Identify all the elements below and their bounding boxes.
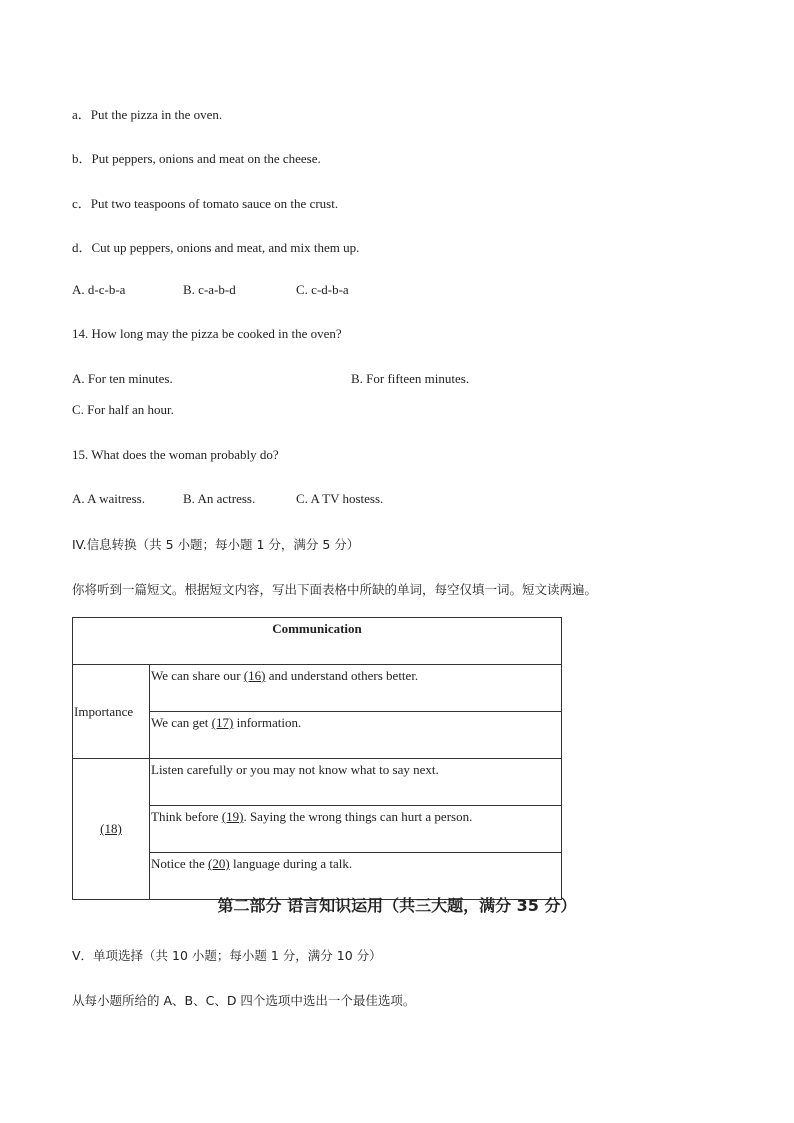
importance-label: Importance	[73, 665, 150, 759]
step-a: a．Put the pizza in the oven.	[72, 107, 223, 122]
q13-option-b: B. c-a-b-d	[183, 282, 236, 297]
q13-option-c: C. c-d-b-a	[296, 282, 349, 297]
q14-option-c: C. For half an hour.	[72, 402, 174, 417]
step-d: d．Cut up peppers, onions and meat, and mix them up.	[72, 240, 360, 255]
step-b: b．Put peppers, onions and meat on the cheese.	[72, 151, 321, 166]
table-row: Notice the (20) language during a talk.	[150, 853, 562, 900]
blank-20: (20)	[208, 856, 230, 871]
part4-heading: IV.信息转换（共 5 小题；每小题 1 分，满分 5 分）	[72, 537, 360, 552]
part5-instruction: 从每小题所给的 A、B、C、D 四个选项中选出一个最佳选项。	[72, 993, 416, 1008]
part4-instruction: 你将听到一篇短文。根据短文内容，写出下面表格中所缺的单词，每空仅填一词。短文读两遍。	[72, 582, 598, 597]
blank-16: (16)	[243, 668, 266, 683]
q15-option-c: C. A TV hostess.	[296, 491, 384, 506]
blank-17: (17)	[211, 715, 234, 730]
q15-question: 15. What does the woman probably do?	[72, 447, 279, 462]
table-row: We can get (17) information.	[150, 712, 562, 759]
q15-option-b: B. An actress.	[183, 491, 256, 506]
table-row: We can share our (16) and understand others better.	[150, 665, 562, 712]
step-c: c．Put two teaspoons of tomato sauce on the crust.	[72, 196, 339, 211]
blank-18: (18)	[73, 759, 150, 900]
communication-table	[72, 617, 562, 900]
q13-option-a: A. d-c-b-a	[72, 282, 126, 297]
table-row: Think before (19). Saying the wrong things can hurt a person.	[150, 806, 562, 853]
part5-heading: V．单项选择（共 10 小题；每小题 1 分，满分 10 分）	[72, 948, 382, 963]
part2-title: 第二部分 语言知识运用（共三大题，满分 35 分）	[217, 896, 577, 915]
table-row: Listen carefully or you may not know what to say next.	[150, 759, 562, 806]
q14-option-b: B. For fifteen minutes.	[351, 371, 470, 386]
q14-question: 14. How long may the pizza be cooked in the oven?	[72, 326, 342, 341]
blank-19: (19)	[221, 809, 244, 824]
q15-option-a: A. A waitress.	[72, 491, 145, 506]
table-title: Communication	[73, 618, 562, 665]
q14-option-a: A. For ten minutes.	[72, 371, 173, 386]
